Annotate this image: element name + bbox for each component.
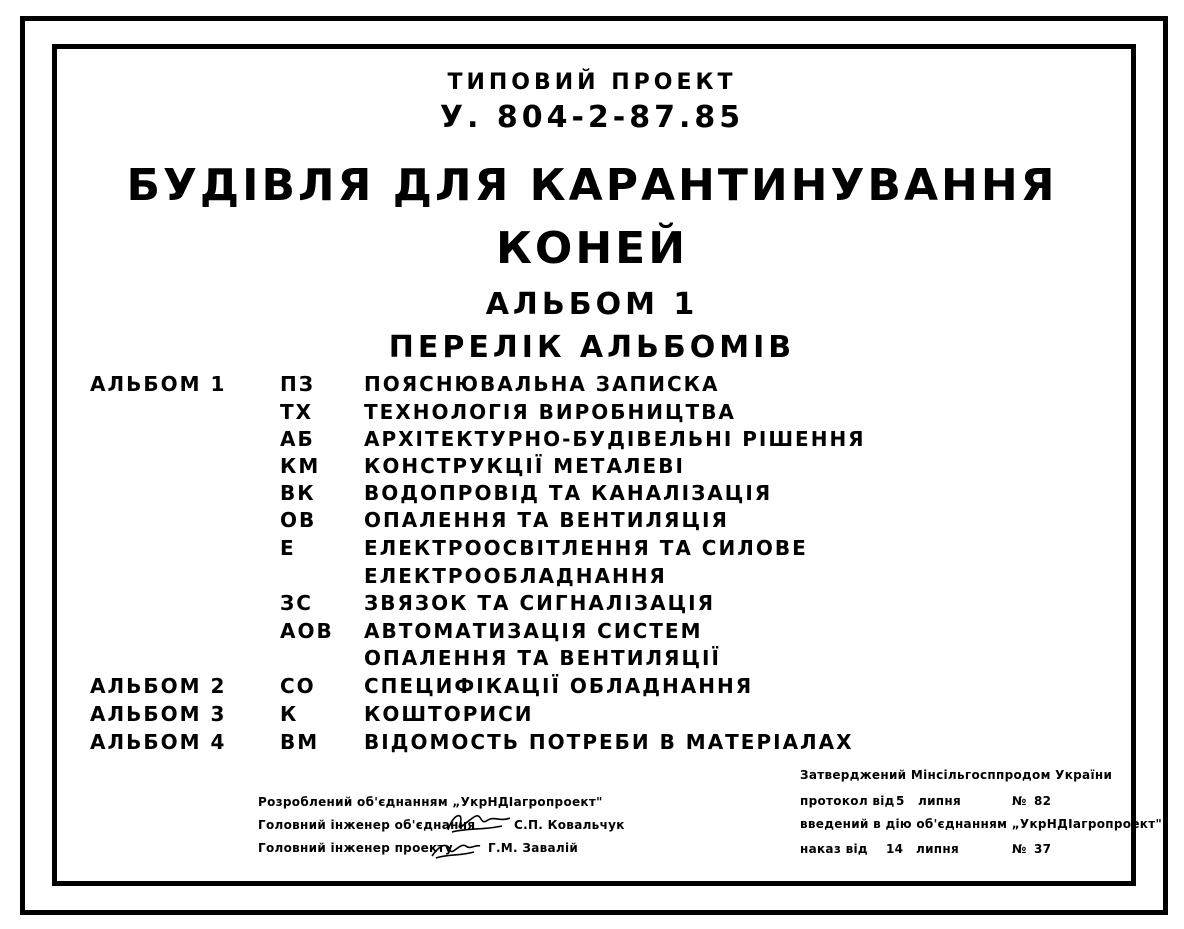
album-label: АЛЬБОМ 3 (90, 702, 227, 726)
section-code: ПЗ (280, 372, 315, 396)
list-item (0, 454, 1184, 480)
list-item (0, 481, 1184, 507)
section-code: Е (280, 536, 296, 560)
section-title: КОНСТРУКЦІЇ МЕТАЛЕВІ (364, 454, 685, 478)
order-month: липня (916, 842, 959, 856)
protocol-number-label: № (1012, 794, 1027, 808)
section-title: ОПАЛЕННЯ ТА ВЕНТИЛЯЦІЇ (364, 646, 721, 670)
title-line-2: КОНЕЙ (495, 223, 689, 274)
chief-engineer-project-name: Г.М. Завалій (488, 841, 579, 855)
album-label: АЛЬБОМ 2 (90, 674, 227, 698)
section-title: ОПАЛЕННЯ ТА ВЕНТИЛЯЦІЯ (364, 508, 729, 532)
list-item (0, 730, 1184, 756)
section-title: СПЕЦИФІКАЦІЇ ОБЛАДНАННЯ (364, 674, 754, 698)
section-code: ОВ (280, 508, 317, 532)
protocol-label: протокол від (800, 794, 895, 808)
list-item (0, 674, 1184, 700)
enacted-by: введений в дію об'єднанням „УкрНДІагропроект" (800, 817, 1163, 831)
section-title: КОШТОРИСИ (364, 702, 534, 726)
list-item (0, 536, 1184, 562)
list-item (0, 508, 1184, 534)
section-code: К (280, 702, 299, 726)
header-kicker: ТИПОВИЙ ПРОЕКТ (447, 70, 737, 95)
section-title: ЗВЯЗОК ТА СИГНАЛІЗАЦІЯ (364, 591, 715, 615)
section-code: КМ (280, 454, 321, 478)
section-code: АОВ (280, 619, 334, 643)
title-line-1: БУДІВЛЯ ДЛЯ КАРАНТИНУВАННЯ (126, 160, 1058, 211)
section-title: ПОЯСНЮВАЛЬНА ЗАПИСКА (364, 372, 720, 396)
signature-kovalchuk (444, 808, 516, 838)
order-number-label: № (1012, 842, 1027, 856)
order-number: 37 (1034, 842, 1052, 856)
section-code: АБ (280, 427, 315, 451)
list-item (0, 564, 1184, 590)
section-title: АРХІТЕКТУРНО-БУДІВЕЛЬНІ РІШЕННЯ (364, 427, 866, 451)
chief-engineer-assoc-name: С.П. Ковальчук (514, 818, 625, 832)
list-heading: ПЕРЕЛІК АЛЬБОМІВ (388, 330, 796, 365)
section-code: СО (280, 674, 316, 698)
protocol-day: 5 (896, 794, 905, 808)
section-code: ЗС (280, 591, 313, 615)
section-code: ВК (280, 481, 316, 505)
section-title: ТЕХНОЛОГІЯ ВИРОБНИЦТВА (364, 400, 736, 424)
list-item (0, 619, 1184, 645)
list-item (0, 427, 1184, 453)
protocol-month: липня (918, 794, 961, 808)
section-title: ЕЛЕКТРООСВІТЛЕННЯ ТА СИЛОВЕ (364, 536, 808, 560)
list-item (0, 591, 1184, 617)
developed-by: Розроблений об'єднанням „УкрНДІагропроект" (258, 795, 603, 809)
album-label: АЛЬБОМ 4 (90, 730, 227, 754)
section-title: ЕЛЕКТРООБЛАДНАННЯ (364, 564, 667, 588)
chief-engineer-project-label: Головний інженер проекту (258, 841, 453, 855)
list-item (0, 702, 1184, 728)
approved-by: Затверджений Мінсільгосппродом України (800, 768, 1113, 782)
section-title: ВІДОМОСТЬ ПОТРЕБИ В МАТЕРІАЛАХ (364, 730, 854, 754)
protocol-number: 82 (1034, 794, 1052, 808)
list-item (0, 400, 1184, 426)
list-item (0, 372, 1184, 398)
list-item (0, 646, 1184, 672)
section-code: ВМ (280, 730, 320, 754)
order-label: наказ від (800, 842, 868, 856)
album-label: АЛЬБОМ 1 (90, 372, 227, 396)
section-title: ВОДОПРОВІД ТА КАНАЛІЗАЦІЯ (364, 481, 773, 505)
section-code: ТХ (280, 400, 314, 424)
signature-zavaliy (430, 836, 482, 862)
order-day: 14 (886, 842, 904, 856)
project-code: У. 804-2-87.85 (439, 100, 745, 135)
chief-engineer-assoc-label: Головний інженер об'єднання (258, 818, 476, 832)
section-title: АВТОМАТИЗАЦІЯ СИСТЕМ (364, 619, 703, 643)
album-heading: АЛЬБОМ 1 (485, 287, 699, 322)
